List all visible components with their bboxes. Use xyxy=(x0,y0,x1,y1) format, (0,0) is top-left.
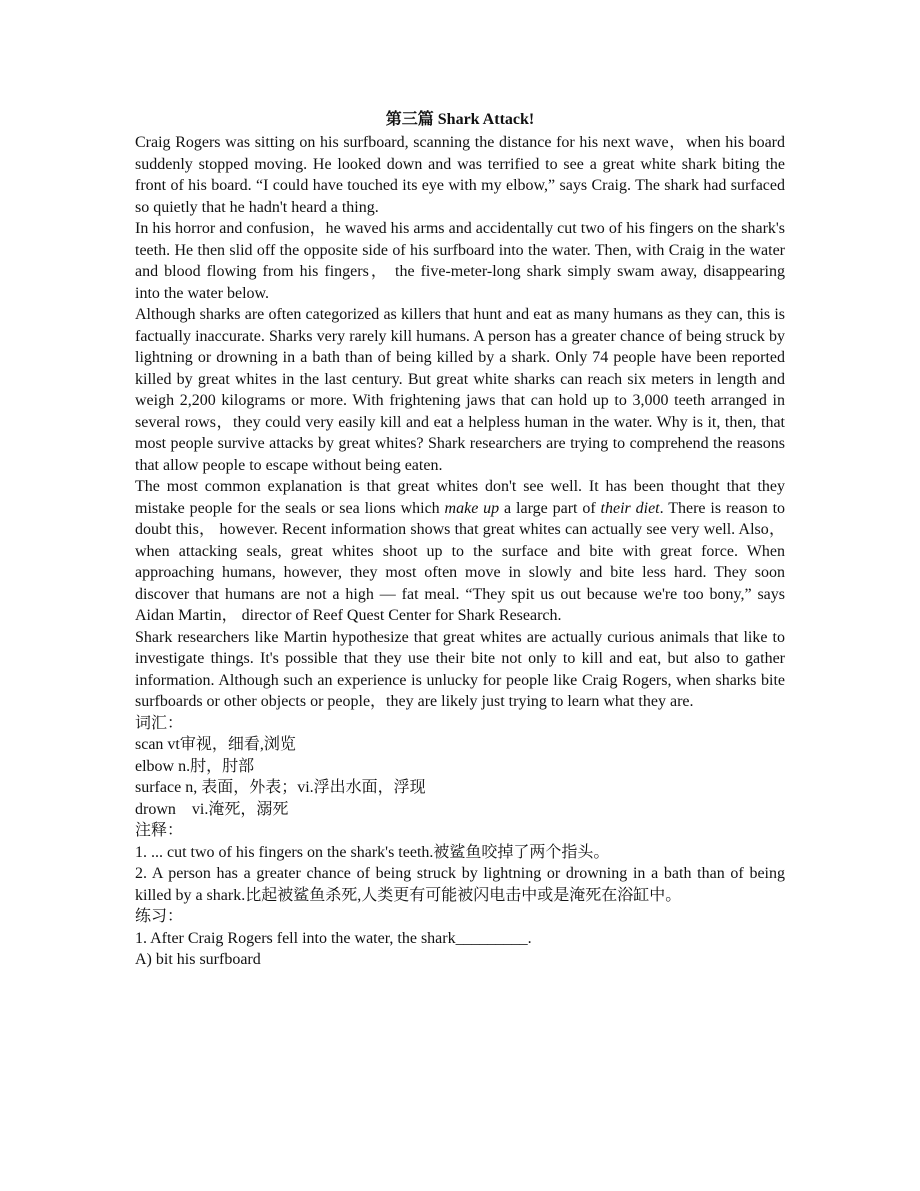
notes-heading: 注释： xyxy=(135,822,184,839)
exercise-question: 1. After Craig Rogers fell into the water, the shark_________. xyxy=(135,929,532,947)
vocab-heading: 词汇： xyxy=(135,714,184,732)
paragraph-1: Craig Rogers was sitting on his surfboard, scanning the distance for his next wave，when his board suddenly stopped moving. He looked down and was terrified to see a great white shark biting the front of his board. “I could have touched its eye with my elbow,” says Craig. The shark had surfaced so quietly that he hadn't heard a thing. xyxy=(135,134,785,216)
paragraph-3: Although sharks are often categorized as killers that hunt and eat as many humans as they can, this is factually inaccurate. Sharks very rarely kill humans. A person has a greater chance of being struck by lightning or drowning in a bath than of being killed by a shark. Only 74 people have been reported killed by great whites in the last century. But great white sharks can reach six meters in length and weigh 2,200 kilograms or more. With frightening jaws that can hold up to 3,000 teeth arranged in several rows，they could very easily kill and eat a helpless human in the water. Why is it, then, that most people survive attacks by great whites? Shark researchers are trying to comprehend the reasons that allow people to escape without being eaten. xyxy=(135,306,785,474)
paragraph-4-emphasis-1: make up xyxy=(444,499,500,517)
vocab-item: elbow n.肘，肘部 xyxy=(135,757,255,775)
note-item: 1. ... cut two of his fingers on the shark's teeth.被鲨鱼咬掉了两个指头。 xyxy=(135,843,610,861)
paragraph-4-text-a: The most common explanation is that great whites don't see well. It has been thought that they mistake people for the seals or sea lions which xyxy=(135,478,785,517)
exercise-heading: 练习： xyxy=(135,908,184,925)
paragraph-4-text-c: . There is reason to doubt this， however. Recent information shows that great whites can actually see very well. Also， when attacking seals, great whites shoot up to the surface and bite with great force. When approaching humans, however, they most often move in slowly and bite less hard. They soon discover that humans are not a high — fat meal. “They spit us out because we're too bony,” says Aidan Martin， director of Reef Quest Center for Shark Research. xyxy=(135,499,786,624)
article-title: 第三篇 Shark Attack! xyxy=(385,111,535,128)
exercise-option-a: A) bit his surfboard xyxy=(135,951,261,968)
paragraph-4 xyxy=(135,476,785,627)
vocab-item: scan vt审视，细看,浏览 xyxy=(135,736,296,753)
document-page xyxy=(135,110,785,971)
note-item: 2. A person has a greater chance of being struck by lightning or drowning in a bath than of being killed by a shark.比起被鲨鱼杀死,人类更有可能被闪电击中或是淹死在浴缸中。 xyxy=(135,865,785,904)
vocab-item: drown vi.淹死，溺死 xyxy=(135,800,289,818)
paragraph-5: Shark researchers like Martin hypothesize that great whites are actually curious animals that like to investigate things. It's possible that they use their bite not only to kill and eat, but also to gather information. Although such an experience is unlucky for people like Craig Rogers, when sharks bite surfboards or other objects or people，they are likely just trying to learn what they are. xyxy=(135,628,785,710)
paragraph-4-emphasis-2: their diet xyxy=(600,499,660,517)
paragraph-4-text-b: a large part of xyxy=(499,499,601,517)
paragraph-2: In his horror and confusion，he waved his arms and accidentally cut two of his fingers on the shark's teeth. He then slid off the opposite side of his surfboard into the water. Then, with Craig in the water and blood flowing from his fingers， the five-meter-long shark simply swam away, disappearing into the water below. xyxy=(135,220,785,302)
vocab-item: surface n, 表面，外表；vi.浮出水面，浮现 xyxy=(135,779,426,796)
